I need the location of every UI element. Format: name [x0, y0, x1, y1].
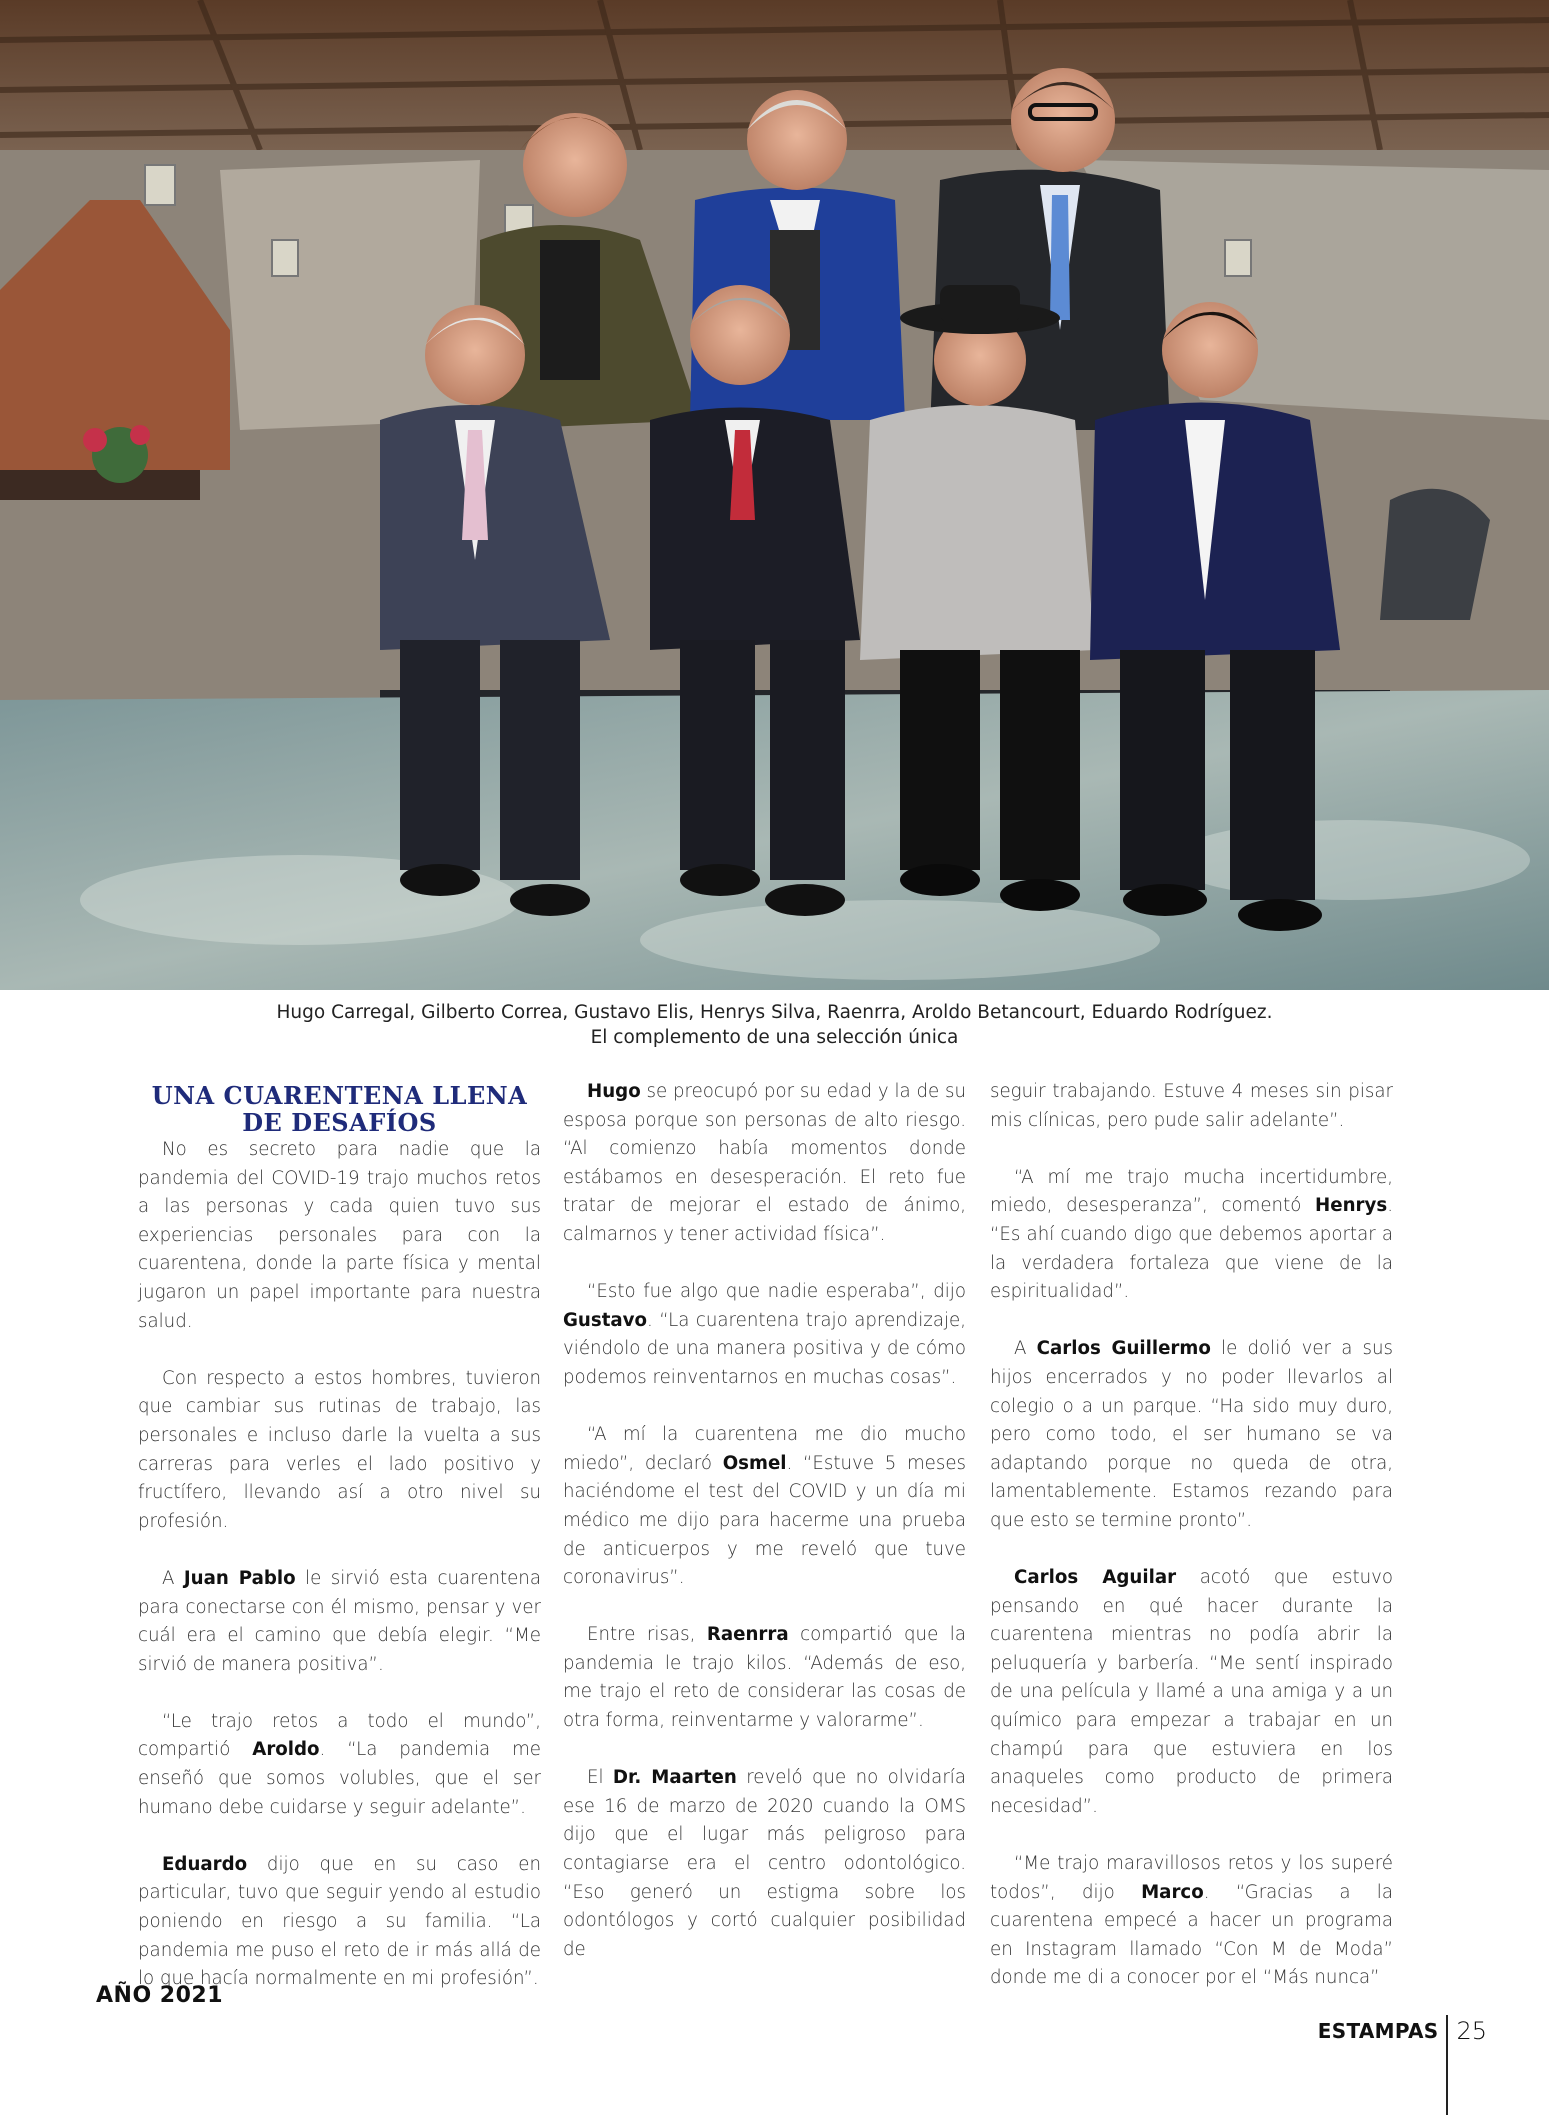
paragraph-text: Entre risas,: [587, 1624, 707, 1646]
article-paragraph: [990, 1850, 1393, 1993]
article-paragraph: [990, 1335, 1393, 1535]
speaker-name: Gustavo: [563, 1309, 648, 1331]
paragraph-text: No es secreto para nadie que la pandemia del COVID-19 trajo muchos retos a las personas y cada quien tuvo sus experiencias personales para con la cuarentena, donde la parte física y mental jugaron un papel importante para nuestra salud.: [138, 1139, 541, 1332]
article-paragraph: [990, 1564, 1393, 1821]
footer-divider: [1446, 2015, 1448, 2115]
paragraph-text: El: [587, 1767, 613, 1789]
paragraph-text: se preocupó por su edad y la de su esposa porque son personas de alto riesgo. “Al comienzo había momentos donde estábamos en desesperación. El reto fue tratar de mejorar el estado de ánimo, calmarnos y tener actividad física”.: [563, 1081, 966, 1245]
paragraph-text: A: [162, 1567, 184, 1589]
paragraph-text: A: [1014, 1338, 1037, 1360]
caption-subtitle: El complemento de una selección única: [590, 1027, 959, 1048]
issue-year: AÑO 2021: [96, 1983, 224, 2008]
article-paragraph: [138, 1565, 541, 1679]
caption-names: Hugo Carregal, Gilberto Correa, Gustavo Elis, Henrys Silva, Raenrra, Aroldo Betancourt, Eduardo Rodríguez.: [276, 1002, 1273, 1023]
article-paragraph: [990, 1164, 1393, 1307]
paragraph-text: le dolió ver a sus hijos encerrados y no poder llevarlos al colegio o a un parque. “Ha sido muy duro, pero como todo, el ser humano se va adaptando porque no queda de otra, lamentablemente. Estamos rezando para que esto se termine pronto”.: [990, 1338, 1393, 1531]
article-paragraph: [563, 1764, 966, 1964]
col2-body: [563, 1078, 966, 1964]
speaker-name: Carlos Aguilar: [1014, 1567, 1177, 1589]
paragraph-text: “Le trajo retos a todo el mundo”, compartió: [138, 1710, 541, 1761]
paragraph-text: . “Gracias a la cuarentena empecé a hacer un programa en Instagram llamado “Con M de Moda” donde me di a conocer por el “Más nunca”: [990, 1881, 1394, 1989]
speaker-name: Dr. Maarten: [612, 1767, 737, 1789]
speaker-name: Aroldo: [252, 1739, 320, 1761]
paragraph-text: “A mí me trajo mucha incertidumbre, miedo, desesperanza”, comentó: [990, 1166, 1393, 1217]
article-column-1: [138, 1078, 541, 2022]
paragraph-text: reveló que no olvidaría ese 16 de marzo de 2020 cuando la OMS dijo que el lugar más peligroso para contagiarse era el centro odontológico. “Eso generó un estigma sobre los odontólogos y cortó cualquier posibilidad de: [563, 1767, 966, 1960]
paragraph-text: le sirvió esta cuarentena para conectarse con él mismo, pensar y ver cuál era el camino que debía elegir. “Me sirvió de manera positiva”.: [138, 1567, 541, 1675]
article-paragraph: [563, 1078, 966, 1250]
paragraph-text: . “Estuve 5 meses haciéndome el test del COVID y un día mi médico me dijo para hacerme una prueba de anticuerpos y me reveló que tuve coronavirus”.: [563, 1452, 967, 1589]
article-column-3: [990, 1078, 1393, 2022]
page-number: 25: [1456, 2017, 1487, 2045]
speaker-name: Hugo: [587, 1081, 641, 1102]
paragraph-text: dijo que en su caso en particular, tuvo que seguir yendo al estudio poniendo en riesgo a su familia. “La pandemia me puso el reto de ir más allá de lo que hacía normalmente en mi profesión”.: [138, 1853, 541, 1990]
photo-illustration: [0, 0, 1549, 990]
paragraph-text: acotó que estuvo pensando en qué hacer durante la cuarentena mientras no podía abrir la peluquería y barbería. “Me sentí inspirado de una película y llamé a una amiga y a un químico para empezar a trabajar en un champú para que estuviera en los anaqueles como producto de primera necesidad”.: [990, 1567, 1393, 1817]
speaker-name: Marco: [1141, 1881, 1204, 1903]
article-paragraph: [138, 1708, 541, 1822]
speaker-name: Osmel: [722, 1452, 787, 1474]
article-paragraph: [138, 1851, 541, 1994]
paragraph-text: seguir trabajando. Estuve 4 meses sin pisar mis clínicas, pero pude salir adelante”.: [990, 1081, 1393, 1131]
paragraph-text: “Me trajo maravillosos retos y los superé todos”, dijo: [990, 1853, 1393, 1903]
speaker-name: Carlos Guillermo: [1036, 1338, 1211, 1360]
col1-body: [138, 1136, 541, 1994]
paragraph-text: “A mí la cuarentena me dio mucho miedo”, declaró: [563, 1424, 966, 1474]
article-column-2: [563, 1078, 966, 1993]
article-paragraph: [563, 1278, 966, 1392]
article-headline: UNA CUARENTENA LLENA DE DESAFÍOS: [151, 1081, 528, 1137]
article-paragraph: [138, 1136, 541, 1336]
page-footer: [1318, 1981, 1487, 2081]
article-paragraph: [563, 1421, 966, 1593]
paragraph-text: . “Es ahí cuando digo que debemos aportar a la verdadera fortaleza que viene de la espiritualidad”.: [990, 1195, 1393, 1303]
speaker-name: Raenrra: [706, 1624, 789, 1646]
speaker-name: Juan Pablo: [183, 1567, 296, 1589]
paragraph-text: Con respecto a estos hombres, tuvieron que cambiar sus rutinas de trabajo, las personales e incluso darle la vuelta a sus carreras para verles el lado positivo y fructífero, llevando así a otro nivel su profesión.: [138, 1367, 541, 1532]
paragraph-text: . “La pandemia me enseñó que somos volubles, que el ser humano debe cuidarse y seguir adelante”.: [138, 1739, 541, 1818]
paragraph-text: . “La cuarentena trajo aprendizaje, viéndolo de una manera positiva y de cómo podemos reinventarnos en muchas cosas”.: [563, 1309, 966, 1388]
article-paragraph: [563, 1621, 966, 1735]
speaker-name: Henrys: [1315, 1195, 1388, 1217]
col3-body: [990, 1078, 1393, 1993]
photo-caption: [0, 1000, 1549, 1050]
paragraph-text: compartió que la pandemia le trajo kilos. “Además de eso, me trajo el reto de considerar las cosas de otra forma, reinventarme y valorarme”.: [563, 1624, 966, 1732]
article-paragraph: [138, 1365, 541, 1537]
speaker-name: Eduardo: [162, 1853, 248, 1875]
paragraph-text: “Esto fue algo que nadie esperaba”, dijo: [587, 1281, 966, 1303]
magazine-brand: ESTAMPAS: [1317, 2019, 1439, 2043]
article-paragraph: [990, 1078, 1393, 1135]
group-portrait-photo: [0, 0, 1549, 990]
